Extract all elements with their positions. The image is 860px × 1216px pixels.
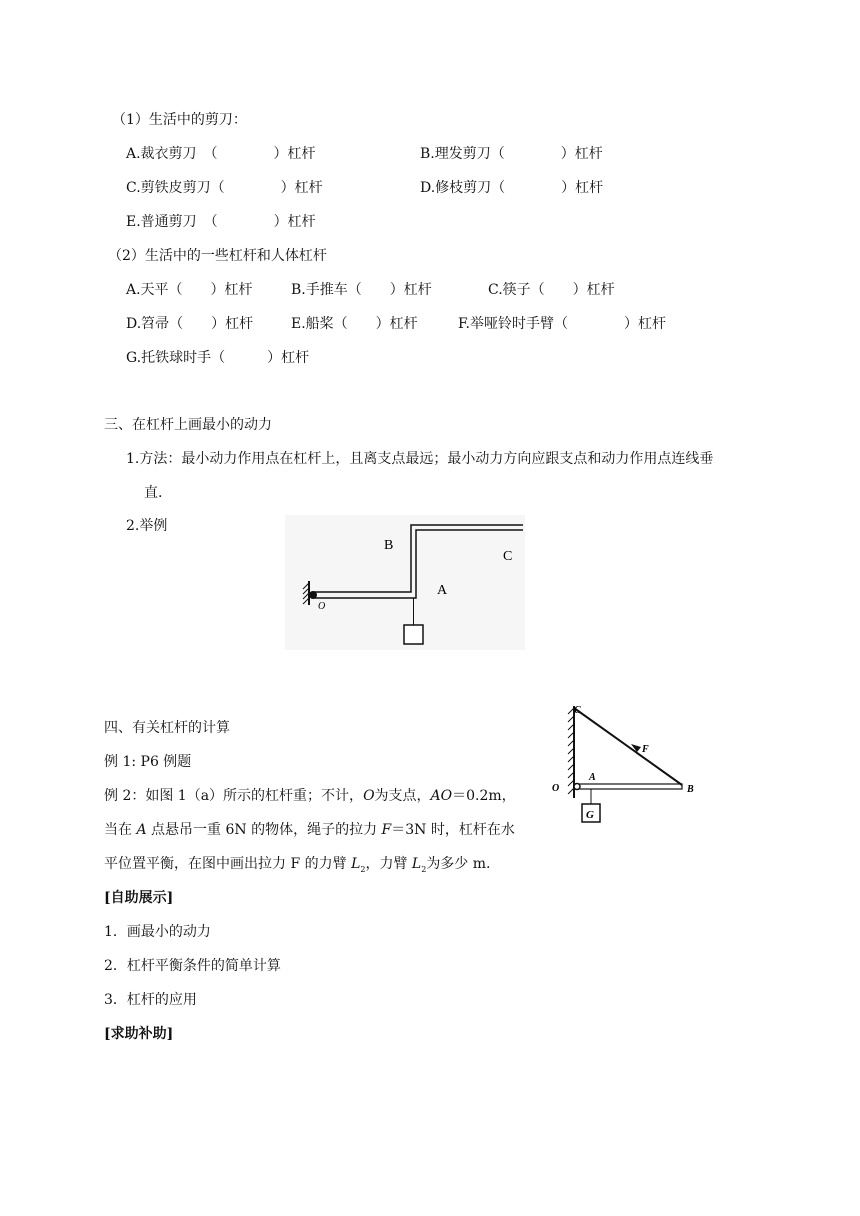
question-item: C.筷子（ ）杠杆 — [488, 282, 615, 298]
question-item: B.理发剪刀（ ）杠杆 — [420, 146, 603, 162]
text-run: 为支点， — [374, 788, 431, 804]
example-2-line2 — [104, 821, 515, 839]
section-2-heading: （2）生活中的一些杠杆和人体杠杆 — [108, 248, 327, 264]
label-a: A — [437, 583, 448, 598]
question-item: E.船桨（ ）杠杆 — [291, 316, 418, 332]
question-item: A.裁衣剪刀 （ ）杠杆 — [126, 146, 316, 162]
question-item: D.修枝剪刀（ ）杠杆 — [420, 180, 604, 196]
text-run: 为多少 m. — [426, 856, 491, 872]
text-run: 例 2：如图 1（a）所示的杠杆重；不计， — [104, 788, 364, 804]
text-run: L — [351, 856, 361, 872]
question-item: D.笤帚（ ）杠杆 — [126, 316, 254, 332]
label-a: A — [589, 772, 596, 783]
text-run: L — [411, 856, 422, 872]
question-item: E.普通剪刀 （ ）杠杆 — [126, 214, 316, 230]
method-text-line2: 直. — [144, 485, 163, 501]
text-run: O — [363, 788, 375, 804]
label-b: B — [687, 784, 694, 795]
question-item: G.托铁球时手（ ）杠杆 — [126, 350, 310, 366]
text-run: ＝0.2m， — [452, 788, 516, 804]
label-c: C — [574, 705, 581, 716]
section-4-heading: 四、有关杠杆的计算 — [104, 720, 230, 736]
example-2-line1 — [104, 787, 516, 805]
subscript: 2 — [421, 864, 427, 874]
question-item: F.举哑铃时手臂（ ）杠杆 — [458, 316, 666, 332]
list-item: 3．杠杆的应用 — [104, 992, 197, 1008]
label-f: F — [642, 744, 649, 755]
question-item: A.天平（ ）杠杆 — [126, 282, 253, 298]
text-run: 平位置平衡，在图中画出拉力 F 的力臂 — [104, 856, 352, 872]
weight-box — [404, 625, 423, 644]
question-item: C.剪铁皮剪刀（ ）杠杆 — [126, 180, 323, 196]
question-item: B.手推车（ ）杠杆 — [291, 282, 432, 298]
label-b: B — [384, 538, 394, 553]
list-item: 2．杠杆平衡条件的简单计算 — [104, 958, 281, 974]
subscript: 2 — [360, 864, 366, 874]
section-3-heading: 三、在杠杆上画最小的动力 — [104, 417, 272, 433]
label-o: O — [318, 601, 326, 612]
text-run: F — [381, 822, 392, 838]
lever-bar — [574, 784, 682, 789]
label-c: C — [503, 549, 513, 564]
example-label: 2.举例 — [126, 518, 168, 534]
pivot-point — [574, 784, 580, 790]
section-self-help-heading: [自助展示] — [104, 890, 174, 906]
label-g: G — [586, 809, 594, 821]
text-run: ，力臂 — [365, 856, 412, 872]
label-o: O — [552, 783, 560, 794]
text-run: AO — [430, 788, 453, 804]
example-1: 例 1: P6 例题 — [104, 754, 192, 770]
lever-triangle-figure — [548, 698, 708, 833]
section-1-heading: （1）生活中的剪刀： — [112, 112, 247, 128]
list-item: 1．画最小的动力 — [104, 924, 211, 940]
method-text-line1: 1.方法：最小动力作用点在杠杆上，且离支点最远；最小动力方向应跟支点和动力作用点连线垂 — [126, 451, 714, 467]
text-run: 当在 — [104, 822, 137, 838]
bent-lever-figure — [285, 515, 525, 650]
text-run: ＝3N 时，杠杆在水 — [391, 822, 515, 838]
example-2-line3 — [104, 855, 491, 879]
section-ask-help-heading: [求助补助] — [104, 1026, 174, 1042]
text-run: 点悬吊一重 6N 的物体，绳子的拉力 — [146, 822, 382, 838]
text-run: A — [136, 822, 147, 838]
